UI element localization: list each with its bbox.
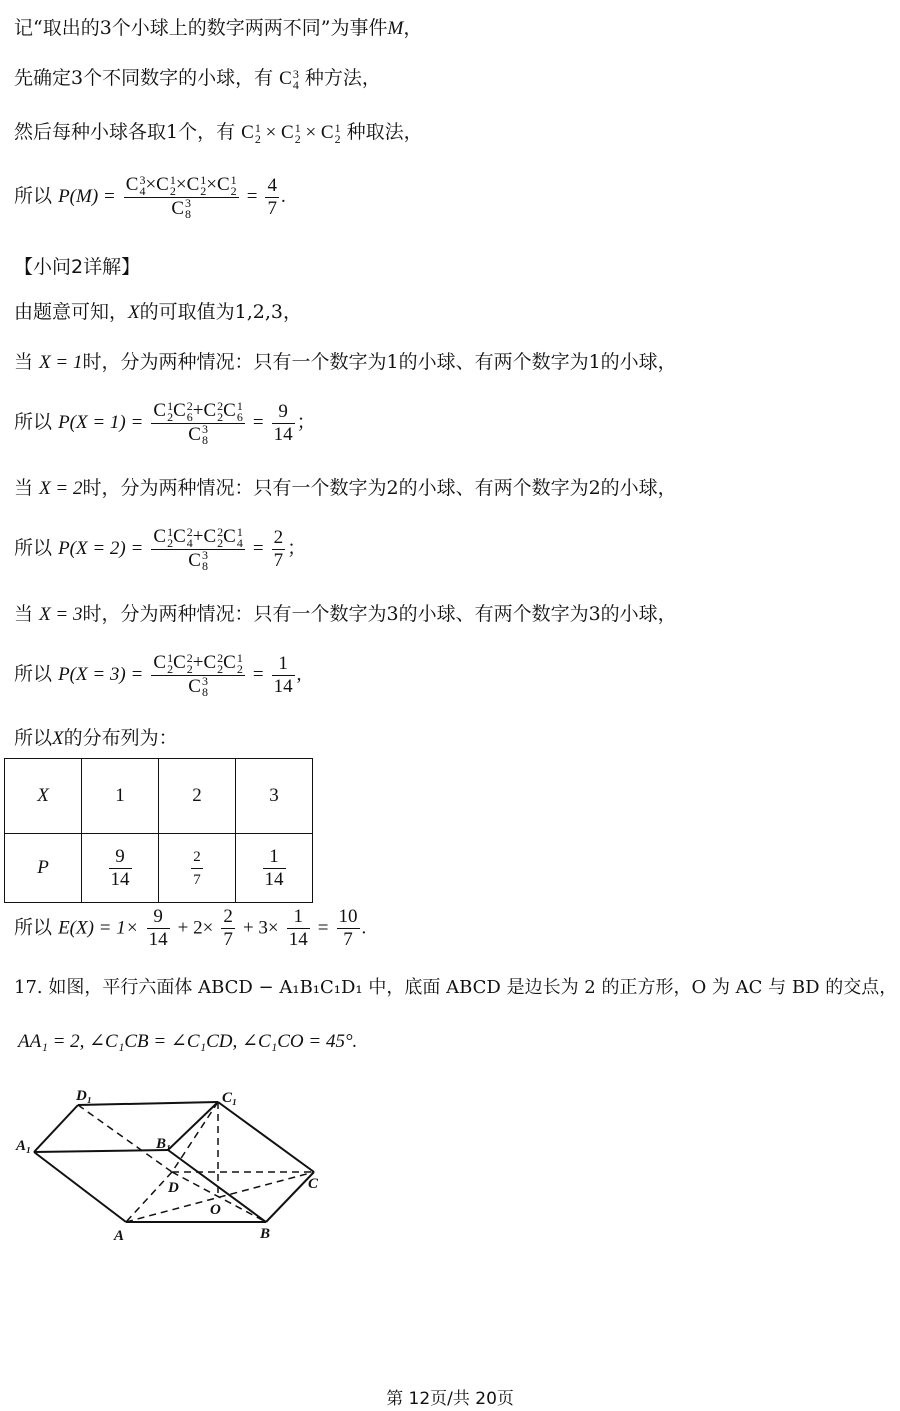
px2-fraction: C 1 2 C 2 4 +C 2 2 C 1 4 C 3 8 — [153, 524, 243, 574]
edge — [34, 1105, 78, 1152]
px1-fraction: C 1 2 C 2 6 +C 2 2 C 1 6 C 3 8 — [153, 398, 243, 448]
problem-17-statement: 17. 如图，平行六面体 ABCD − A₁B₁C₁D₁ 中，底面 ABCD 是边长为 2 的正方形，O 为 AC 与 BD 的交点， — [14, 977, 898, 998]
px1-result: $\frac{9}{14}$ — [273, 400, 293, 445]
line-event-definition — [14, 14, 422, 43]
text: 的可取值为1,2,3， — [139, 301, 302, 323]
label-b: B — [260, 1226, 271, 1242]
table-cell: $\frac{9}{14}$ — [82, 834, 159, 903]
label-c1: C₁ — [222, 1090, 238, 1106]
text: 由题意可知， — [14, 301, 129, 323]
text: 种方法， — [304, 67, 381, 89]
line-case-x3: 当 X = 3时，分为两种情况：只有一个数字为3的小球、有两个数字为3的小球， — [14, 603, 677, 625]
pm-fraction: C 3 4 ×C 1 2 ×C 1 2 ×C 1 2 C 3 8 — [125, 172, 237, 222]
var-m: M — [387, 18, 404, 39]
edge — [168, 1102, 218, 1150]
formula-px1: 所以 P(X = 1) = C 1 2 C 2 6 +C 2 2 C 1 6 C 3 8 = $\frac{9}{14}$ ； — [14, 398, 316, 448]
table-cell: $\frac{1}{14}$ — [236, 834, 313, 903]
distribution-table — [4, 758, 313, 903]
line-case-x2: 当 X = 2时，分为两种情况：只有一个数字为2的小球、有两个数字为2的小球， — [14, 477, 677, 499]
table-cell: $\frac{2}{7}$ — [159, 834, 236, 903]
edge — [218, 1102, 314, 1172]
table-cell: 3 — [236, 759, 313, 834]
line-each-ball — [14, 118, 423, 147]
line-choose-numbers — [14, 64, 381, 93]
pm-lhs: P(M) = — [58, 186, 116, 208]
label-a: A — [114, 1228, 125, 1244]
formula-expectation: 所以 E(X) = 1× $\frac{9}{14}$ + 2× $\frac{2}{7}$ + 3× $\frac{1}{14}$ = $\frac{10}{7}$ . — [14, 906, 367, 950]
line-case-x1: 当 X = 1时，分为两种情况：只有一个数字为1的小球、有两个数字为1的小球， — [14, 351, 677, 373]
heading-part2: 【小问2详解】 — [14, 256, 141, 278]
label-b1: B₁ — [156, 1136, 172, 1152]
table-cell: 2 — [159, 759, 236, 834]
line-distribution: 所以X的分布列为： — [14, 727, 178, 749]
label-a1: A₁ — [16, 1138, 32, 1154]
label-c: C — [308, 1176, 319, 1192]
parallelepiped-figure — [10, 1080, 340, 1250]
hidden-edge — [172, 1102, 218, 1172]
text: 所以 — [14, 185, 53, 208]
problem-17-conditions: AA₁ = 2, ∠C₁CB = ∠C₁CD, ∠C₁CO = 45°. — [18, 1031, 358, 1052]
comb-product: C 1 2 × C 1 2 × C 1 2 — [241, 120, 341, 146]
hidden-edge — [126, 1172, 172, 1222]
px3-fraction: C 1 2 C 2 2 +C 2 2 C 1 2 C 3 8 — [153, 650, 243, 700]
formula-pm: 所以 P(M) = C 3 4 ×C 1 2 ×C 1 2 ×C 1 2 C 3 8 = $\frac{4}{7}$ . — [14, 172, 286, 222]
pm-result: $\frac{4}{7}$ — [267, 174, 277, 219]
edge — [266, 1172, 314, 1222]
px3-result: $\frac{1}{14}$ — [273, 652, 293, 697]
text: 然后每种小球各取1个，有 — [14, 121, 236, 143]
formula-px3: 所以 P(X = 3) = C 1 2 C 2 2 +C 2 2 C 1 2 C 3 8 = $\frac{1}{14}$ , — [14, 650, 302, 700]
text: ， — [403, 17, 423, 39]
table-cell: P — [5, 834, 82, 903]
formula-px2: 所以 P(X = 2) = C 1 2 C 2 4 +C 2 2 C 1 4 C 3 8 = $\frac{2}{7}$ ； — [14, 524, 307, 574]
edge — [34, 1150, 168, 1152]
edge — [34, 1152, 126, 1222]
edge — [78, 1102, 218, 1105]
label-d: D — [168, 1180, 179, 1196]
table-cell: X — [5, 759, 82, 834]
text: 记“取出的3个小球上的数字两两不同”为事件 — [14, 17, 388, 39]
label-d1: D₁ — [76, 1088, 93, 1104]
line-values — [14, 298, 302, 327]
comb-c43: C 3 4 — [279, 66, 299, 92]
page-footer: 第 12页/共 20页 — [386, 1389, 514, 1409]
text: 先确定3个不同数字的小球，有 — [14, 67, 274, 89]
var-x: X — [128, 302, 140, 323]
text: 种取法， — [346, 121, 423, 143]
table-cell: 1 — [82, 759, 159, 834]
label-o: O — [210, 1202, 221, 1218]
px2-result: $\frac{2}{7}$ — [273, 526, 284, 571]
